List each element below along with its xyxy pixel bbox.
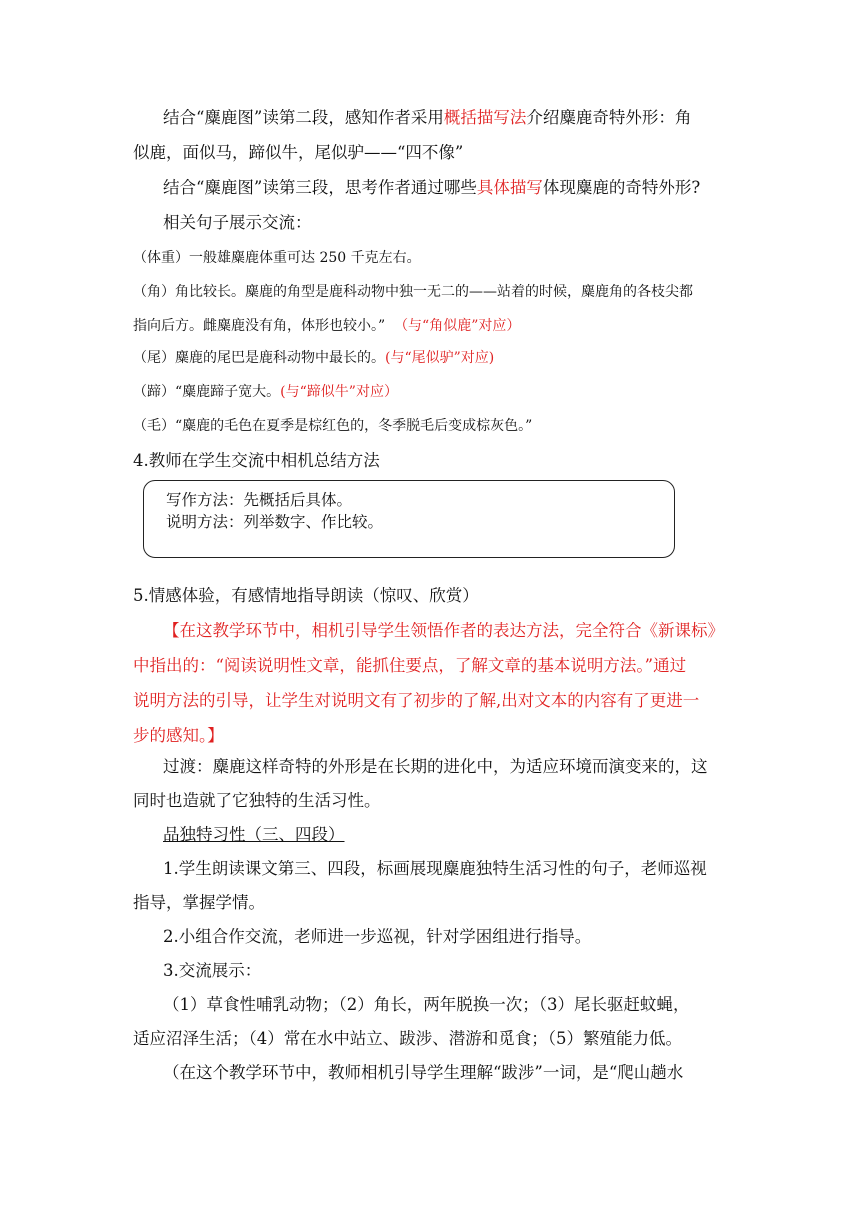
quote-hoof bbox=[133, 382, 733, 402]
box-line-2: 说明方法：列举数字、作比较。 bbox=[166, 513, 384, 531]
item-1-line-1: 1.学生朗读课文第三、四段，标画展现麋鹿独特生活习性的句子，老师巡视 bbox=[163, 859, 707, 878]
text: （尾）麋鹿的尾巴是鹿科动物中最长的。 bbox=[133, 350, 385, 366]
quote-fur: （毛）“麋鹿的毛色在夏季是棕红色的，冬季脱毛后变成棕灰色。” bbox=[133, 418, 533, 434]
paragraph-1-line-1 bbox=[163, 107, 763, 129]
text: 结合“麋鹿图”读第二段，感知作者采用 bbox=[163, 108, 444, 127]
paragraph-2 bbox=[163, 177, 763, 199]
section-title: 品独特习性（三、四段） bbox=[163, 825, 345, 844]
box-line-1: 写作方法：先概括后具体。 bbox=[166, 491, 353, 509]
teaching-comment-line-4: 步的感知。】 bbox=[133, 726, 224, 745]
item-2: 2.小组合作交流，老师进一步巡视，针对学困组进行指导。 bbox=[163, 927, 592, 946]
teaching-comment-line-3: 说明方法的引导，让学生对说明文有了初步的了解,出对文本的内容有了更进一 bbox=[133, 691, 700, 710]
text: 指向后方。雌麋鹿没有角，体形也较小。” bbox=[133, 318, 386, 334]
transition-line-1: 过渡：麋鹿这样奇特的外形是在长期的进化中，为适应环境而演变来的，这 bbox=[163, 757, 708, 776]
item-1-line-2: 指导，掌握学情。 bbox=[133, 893, 265, 912]
item-4: （在这个教学环节中，教师相机引导学生理解“跋涉”一词，是“爬山趟水 bbox=[163, 1063, 684, 1082]
step-4: 4.教师在学生交流中相机总结方法 bbox=[133, 451, 380, 470]
text: 结合“麋鹿图”读第三段，思考作者通过哪些 bbox=[163, 178, 477, 197]
quote-tail bbox=[133, 348, 733, 368]
note-text: (与“尾似驴”对应) bbox=[385, 350, 495, 366]
text: 介绍麋鹿奇特外形：角 bbox=[526, 108, 692, 127]
paragraph-3: 相关句子展示交流： bbox=[163, 213, 312, 232]
item-3: 3.交流展示： bbox=[163, 961, 262, 980]
highlight-text: 概括描写法 bbox=[443, 108, 527, 127]
paragraph-1-line-2: 似鹿，面似马，蹄似牛，尾似驴——“四不像” bbox=[133, 143, 464, 162]
note-text: （与“角似鹿”对应） bbox=[394, 318, 521, 334]
step-5: 5.情感体验，有感情地指导朗读（惊叹、欣赏） bbox=[133, 586, 479, 605]
text: （蹄）“麋鹿蹄子宽大。 bbox=[133, 384, 281, 400]
quote-weight: （体重）一般雄麋鹿体重可达 250 千克左右。 bbox=[133, 250, 421, 266]
teaching-comment-line-2: 中指出的：“阅读说明性文章，能抓住要点，了解文章的基本说明方法。”通过 bbox=[133, 656, 687, 675]
quote-horn-line-2 bbox=[133, 316, 733, 336]
quote-horn-line-1: （角）角比较长。麋鹿的角型是鹿科动物中独一无二的——站着的时候，麋鹿角的各枝尖都 bbox=[133, 284, 693, 300]
text: 体现麋鹿的奇特外形? bbox=[542, 178, 701, 197]
item-3-detail-line-1: （1）草食性哺乳动物；（2）角长，两年脱换一次；（3）尾长驱赶蚊蝇， bbox=[163, 995, 690, 1014]
highlight-text: 具体描写 bbox=[476, 178, 543, 197]
note-text: (与“蹄似牛”对应） bbox=[280, 384, 398, 400]
item-3-detail-line-2: 适应沼泽生活；（4）常在水中站立、跋涉、潜游和觅食；（5）繁殖能力低。 bbox=[133, 1029, 682, 1048]
teaching-comment-line-1: 【在这教学环节中，相机引导学生领悟作者的表达方法，完全符合《新课标》 bbox=[163, 621, 724, 640]
transition-line-2: 同时也造就了它独特的生活习性。 bbox=[133, 791, 381, 810]
